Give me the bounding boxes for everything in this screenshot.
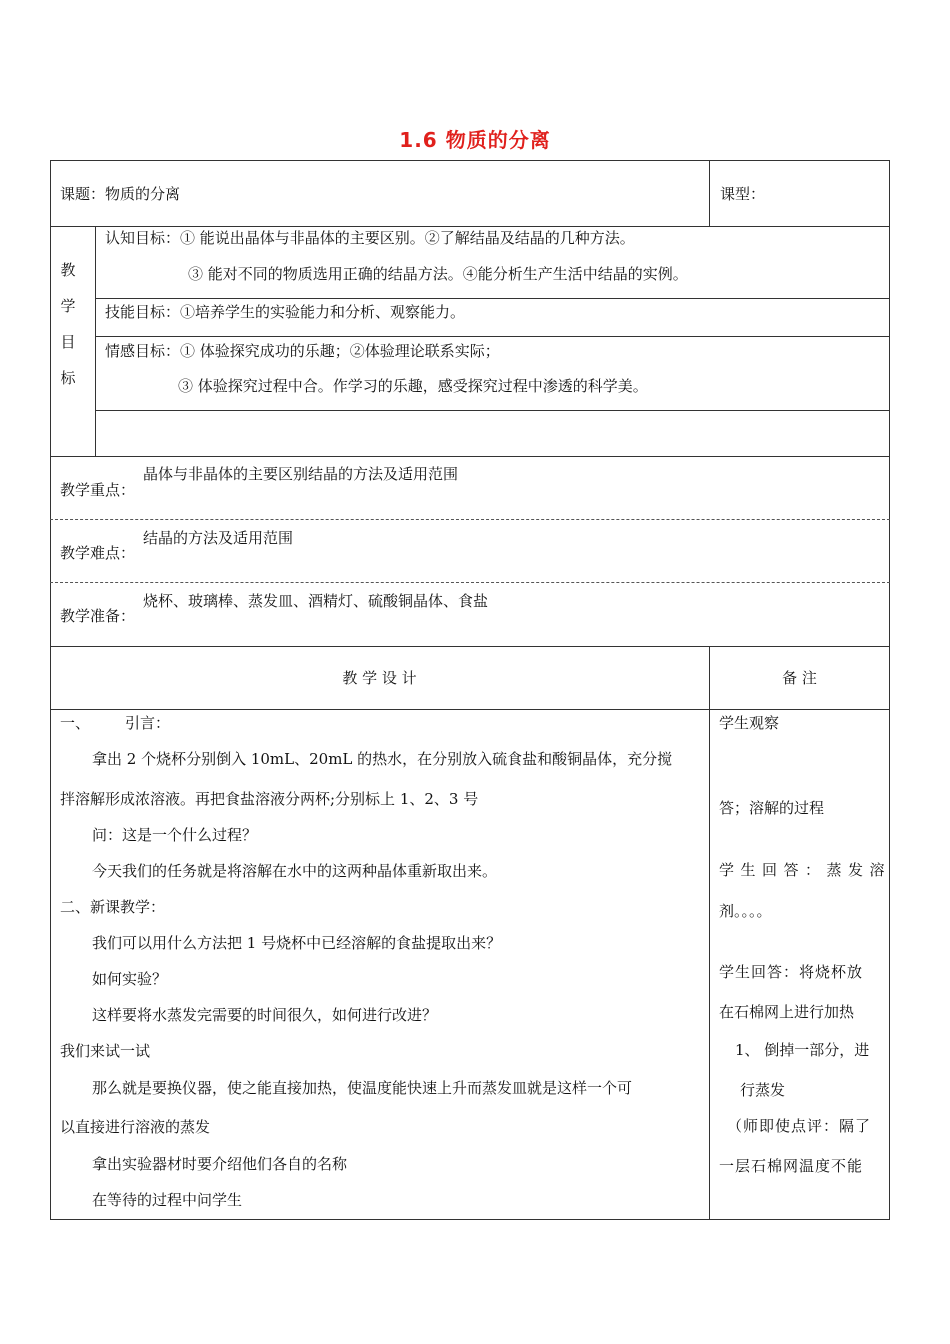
- row-divider: [50, 456, 890, 457]
- note-line: 1、 倒掉一部分，进: [735, 1041, 870, 1059]
- note-line: 行蒸发: [740, 1081, 786, 1099]
- difficulty-label: 教学难点：: [60, 544, 136, 562]
- col-divider: [709, 160, 710, 226]
- document-title: 1.6 物质的分离: [399, 128, 551, 152]
- section-number: 一、: [60, 714, 91, 732]
- note-line: 一层石棉网温度不能: [719, 1157, 864, 1175]
- design-line: 拌溶解形成浓溶液。再把食盐溶液分两杯;分别标上 1、2、3 号: [60, 790, 479, 808]
- key-point-value: 晶体与非晶体的主要区别结晶的方法及适用范围: [143, 465, 459, 483]
- design-line: 我们来试一试: [60, 1042, 151, 1060]
- objectives-label-char: 学: [60, 297, 76, 315]
- design-line: 这样要将水蒸发完需要的时间很久，如何进行改进？: [92, 1006, 438, 1024]
- notes-header: 备 注: [782, 669, 817, 687]
- difficulty-value: 结晶的方法及适用范围: [143, 529, 294, 547]
- design-line: 今天我们的任务就是将溶解在水中的这两种晶体重新取出来。: [92, 862, 498, 880]
- skill-objective: 技能目标：①培养学生的实验能力和分析、观察能力。: [105, 303, 466, 321]
- cognitive-objective-1: 认知目标：① 能说出晶体与非晶体的主要区别。②了解结晶及结晶的几种方法。: [105, 229, 635, 247]
- emotion-objective-2: ③ 体验探究过程中合。作学习的乐趣，感受探究过程中渗透的科学美。: [178, 377, 648, 395]
- cognitive-objective-2: ③ 能对不同的物质选用正确的结晶方法。④能分析生产生活中结晶的实例。: [188, 265, 688, 283]
- note-line: 学生回答：蒸发溶: [719, 861, 892, 879]
- emotion-objective-1: 情感目标：① 体验探究成功的乐趣；②体验理论联系实际；: [105, 342, 500, 360]
- note-line: 在石棉网上进行加热: [719, 1003, 855, 1021]
- design-line: 如何实验？: [92, 970, 168, 988]
- note-line: （师即使点评：隔了: [727, 1117, 872, 1135]
- note-line: 剂。。。。: [719, 902, 772, 920]
- note-line: 学生观察: [719, 714, 780, 732]
- note-line: 答；溶解的过程: [719, 799, 825, 817]
- design-line: 问：这是一个什么过程？: [92, 826, 258, 844]
- row-divider: [50, 519, 890, 520]
- design-line: 二、新课教学：: [60, 898, 166, 916]
- lesson-type-label: 课型：: [720, 185, 766, 203]
- row-divider: [50, 709, 890, 710]
- design-line: 在等待的过程中问学生: [92, 1191, 243, 1209]
- objectives-label-char: 目: [60, 333, 76, 351]
- design-line: 我们可以用什么方法把 1 号烧杯中已经溶解的食盐提取出来？: [92, 934, 502, 952]
- preparation-value: 烧杯、玻璃棒、蒸发皿、酒精灯、硫酸铜晶体、食盐: [143, 592, 489, 610]
- design-line: 拿出 2 个烧杯分别倒入 10mL、20mL 的热水，在分别放入硫食盐和酸铜晶体，充分搅: [92, 750, 673, 768]
- preparation-label: 教学准备：: [60, 607, 136, 625]
- design-line: 以直接进行溶液的蒸发: [60, 1118, 211, 1136]
- row-divider: [95, 298, 890, 299]
- topic-label: 课题：物质的分离: [60, 185, 181, 203]
- design-header: 教 学 设 计: [342, 669, 417, 687]
- row-divider: [50, 646, 890, 647]
- objectives-label-char: 教: [60, 261, 76, 279]
- design-line: 拿出实验器材时要介绍他们各自的名称: [92, 1155, 348, 1173]
- row-divider: [50, 226, 890, 227]
- key-point-label: 教学重点：: [60, 481, 136, 499]
- row-divider: [95, 410, 890, 411]
- objectives-label-char: 标: [60, 369, 76, 387]
- note-line: 学生回答：将烧杯放: [719, 963, 864, 981]
- row-divider: [95, 336, 890, 337]
- row-divider: [50, 582, 890, 583]
- design-line: 那么就是要换仪器，使之能直接加热，使温度能快速上升而蒸发皿就是这样一个可: [92, 1079, 633, 1097]
- col-divider: [95, 226, 96, 456]
- col-divider: [709, 646, 710, 1220]
- design-line: 引言：: [125, 714, 171, 732]
